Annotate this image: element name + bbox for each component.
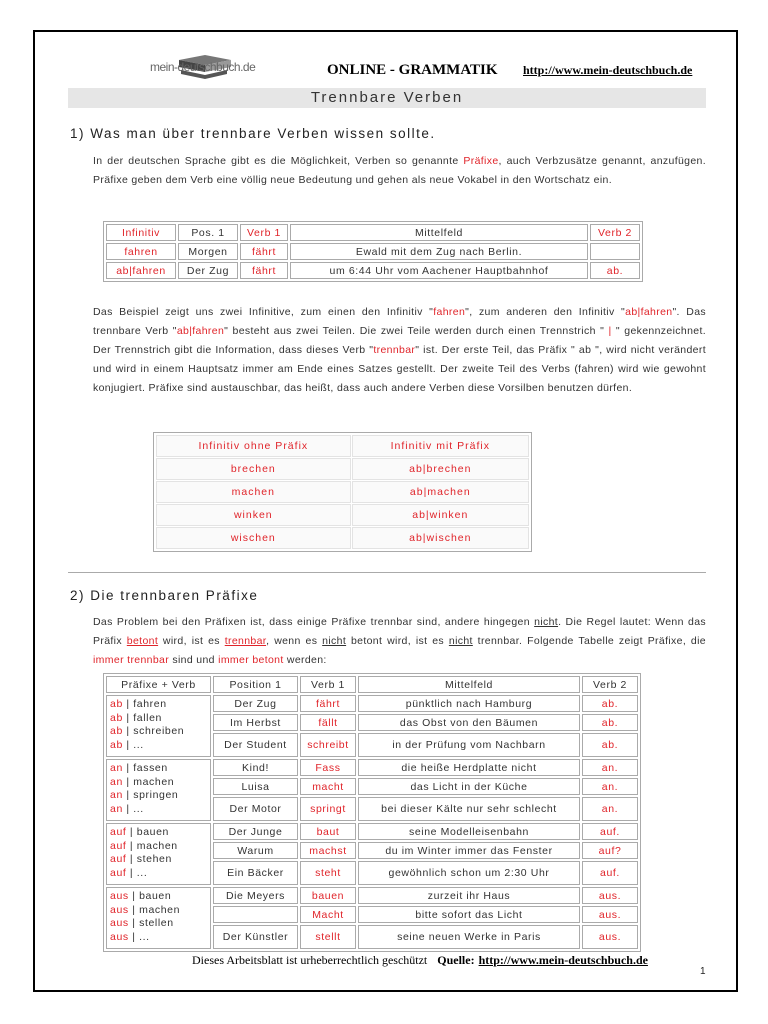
prefix: an (110, 775, 123, 788)
table-cell: die heiße Herdplatte nicht (358, 759, 580, 776)
table-cell: macht (300, 778, 356, 795)
prefix: ab (110, 738, 123, 751)
prefix-cell (106, 823, 211, 885)
table-cell: springt (300, 797, 356, 821)
table-cell: aus. (582, 925, 638, 949)
prefix-verb: aus | stellen (110, 917, 174, 929)
table-cell: steht (300, 861, 356, 885)
table-cell: ab|wischen (353, 528, 528, 548)
table-header-cell: Verb 2 (582, 676, 638, 693)
table-cell: an. (582, 797, 638, 821)
table-header-cell: Verb 1 (240, 224, 288, 241)
table-cell: Der Motor (213, 797, 298, 821)
table-cell: Im Herbst (213, 714, 298, 731)
prefix-verb: ab | schreiben (110, 725, 185, 737)
table-cell: Der Zug (178, 262, 238, 279)
table-cell: in der Prüfung vom Nachbarn (358, 733, 580, 757)
table-cell: um 6:44 Uhr vom Aachener Hauptbahnhof (290, 262, 588, 279)
table-cell: Morgen (178, 243, 238, 260)
prefix-cell (106, 887, 211, 949)
table-header-cell: Mittelfeld (358, 676, 580, 693)
prefix-verb: ab | fahren (110, 698, 167, 710)
table-cell: gewöhnlich schon um 2:30 Uhr (358, 861, 580, 885)
section-1-explanation: Das Beispiel zeigt uns zwei Infinitive, zum einen den Infinitiv "fahren", zum anderen den Infinitiv "ab|fahren". Das trennbare Verb "ab|fahren" besteht aus zwei Teilen. Die zwei Teile werden durch einen Trennstrich " | " gekennzeichnet. Der Trennstrich gibt die Information, dass dieses Verb "trennbar" ist. Der erste Teil, das Präfix " ab ", wird nicht verändert und wird in einem Hauptsatz immer am Ende eines Satzes gestellt. Der zweite Teil des Verbs (fahren) wird wie gewohnt konjugiert. Präfixe sind austauschbar, das heißt, dass auch andere Verben diese Vorsilben benutzen dürfen. (93, 306, 706, 394)
section-1-intro: In der deutschen Sprache gibt es die Möglichkeit, Verben so genannte Präfixe, auch Verbzusätze genannt, anzufügen. Präfixe geben dem Verb eine völlig neue Bedeutung und gehen als neue Vokabel in den Wortschatz ein. (93, 155, 706, 186)
table-cell: auf. (582, 861, 638, 885)
section-2-heading: 2) Die trennbaren Präfixe (70, 588, 259, 603)
prefix: auf (110, 866, 127, 879)
prefix-verb: auf | bauen (110, 826, 169, 838)
table-cell: bitte sofort das Licht (358, 906, 580, 923)
table-cell: ab|machen (353, 482, 528, 502)
table-cell: seine neuen Werke in Paris (358, 925, 580, 949)
table-cell: ab. (590, 262, 640, 279)
verb: stellen (139, 917, 174, 929)
prefix-verb: an | ... (110, 802, 144, 815)
table-cell: Warum (213, 842, 298, 859)
table-header-cell: Verb 2 (590, 224, 640, 241)
table-header-cell: Infinitiv ohne Präfix (157, 436, 350, 456)
verb: fassen (133, 762, 168, 774)
table-cell: aus. (582, 906, 638, 923)
table-cell: ab|brechen (353, 459, 528, 479)
table-row (106, 695, 638, 712)
table-cell: ab. (582, 695, 638, 712)
table-cell: Die Meyers (213, 887, 298, 904)
prefix-cell (106, 695, 211, 757)
table-cell: ab|fahren (106, 262, 176, 279)
verb: ... (133, 738, 144, 751)
prefix: auf (110, 853, 127, 865)
table-cell: wischen (157, 528, 350, 548)
table-cell: bei dieser Kälte nur sehr schlecht (358, 797, 580, 821)
table-cell: baut (300, 823, 356, 840)
table-cell: zurzeit ihr Haus (358, 887, 580, 904)
table-cell (590, 243, 640, 260)
prefix: ab (110, 711, 123, 724)
prefix-verb: an | fassen (110, 762, 168, 774)
divider (68, 572, 706, 573)
prefix: ab (110, 698, 123, 710)
table-cell: pünktlich nach Hamburg (358, 695, 580, 712)
table-cell: auf. (582, 823, 638, 840)
prefix: aus (110, 917, 129, 929)
table-cell: du im Winter immer das Fenster (358, 842, 580, 859)
verb: ... (136, 866, 148, 879)
verb: machen (139, 903, 181, 916)
table-cell: das Obst von den Bäumen (358, 714, 580, 731)
verb: bauen (139, 890, 172, 902)
prefix: aus (110, 930, 129, 943)
table-cell: seine Modelleisenbahn (358, 823, 580, 840)
section-1-heading: 1) Was man über trennbare Verben wissen sollte. (70, 126, 436, 141)
table-cell: Macht (300, 906, 356, 923)
prefix-verb: auf | ... (110, 866, 148, 879)
verb: machen (136, 839, 178, 852)
verb: fallen (133, 711, 162, 724)
table-cell: brechen (157, 459, 350, 479)
table-cell: schreibt (300, 733, 356, 757)
table-cell: Fass (300, 759, 356, 776)
table-cell: fährt (240, 243, 288, 260)
prefix-verb: aus | machen (110, 903, 181, 916)
table-header-cell: Infinitiv mit Präfix (353, 436, 528, 456)
table-cell: Ewald mit dem Zug nach Berlin. (290, 243, 588, 260)
prefix: auf (110, 839, 127, 852)
prefix-verb: aus | bauen (110, 890, 172, 902)
table-header-cell: Mittelfeld (290, 224, 588, 241)
verb: springen (133, 789, 179, 801)
table-row (157, 459, 528, 479)
prefix: aus (110, 903, 129, 916)
table-cell: fährt (240, 262, 288, 279)
site-subtitle: ONLINE - GRAMMATIK (327, 62, 498, 78)
table-cell: stellt (300, 925, 356, 949)
prefix-cell (106, 759, 211, 821)
table-header-cell: Präfixe + Verb (106, 676, 211, 693)
table-header-cell: Verb 1 (300, 676, 356, 693)
prefix: auf (110, 826, 127, 838)
table-header-cell: Infinitiv (106, 224, 176, 241)
table-row (157, 482, 528, 502)
table-cell: das Licht in der Küche (358, 778, 580, 795)
table-row (106, 243, 640, 260)
table-cell (213, 906, 298, 923)
table-cell: Ein Bäcker (213, 861, 298, 885)
prefix-table (103, 673, 641, 952)
prefix-verb: aus | ... (110, 930, 150, 943)
table-row (106, 262, 640, 279)
section-2-intro: Das Problem bei den Präfixen ist, dass einige Präfixe trennbar sind, andere hingegen nicht. Die Regel lautet: Wenn das Präfix betont wird, ist es trennbar, wenn es nicht betont wird, ist es nicht trennbar. Folgende Tabelle zeigt Präfixe, die immer trennbar sind und immer betont werden: (93, 616, 706, 666)
verb: fahren (133, 698, 167, 710)
footer-url-link[interactable]: http://www.mein-deutschbuch.de (478, 953, 648, 967)
table-cell: ab|winken (353, 505, 528, 525)
footer: Dieses Arbeitsblatt ist urheberrechtlich geschützt Quelle: http://www.mein-deutschbuch.de (192, 953, 648, 967)
table-cell: Der Junge (213, 823, 298, 840)
table-header-cell: Pos. 1 (178, 224, 238, 241)
example-table (103, 221, 643, 282)
page-number: 1 (700, 966, 706, 977)
prefix: an (110, 762, 123, 774)
table-header-row (157, 436, 528, 456)
table-cell: fahren (106, 243, 176, 260)
table-cell: Luisa (213, 778, 298, 795)
table-row (157, 528, 528, 548)
table-cell: ab. (582, 714, 638, 731)
prefix: ab (110, 725, 123, 737)
verb: bauen (136, 826, 169, 838)
prefix-verb: auf | machen (110, 839, 178, 852)
table-cell: ab. (582, 733, 638, 757)
table-row (106, 823, 638, 840)
table-cell: machen (157, 482, 350, 502)
table-cell: machst (300, 842, 356, 859)
table-cell: Der Künstler (213, 925, 298, 949)
table-row (106, 887, 638, 904)
prefix-verb: auf | stehen (110, 853, 172, 865)
prefix: aus (110, 890, 129, 902)
verb: ... (133, 802, 144, 815)
verb: machen (133, 775, 175, 788)
prefix-verb: ab | ... (110, 738, 144, 751)
prefix-verb: an | springen (110, 789, 179, 801)
table-header-cell: Position 1 (213, 676, 298, 693)
verb: stehen (136, 853, 172, 865)
infinitive-table (153, 432, 532, 552)
table-row (157, 505, 528, 525)
verb: ... (139, 930, 150, 943)
verb: schreiben (133, 725, 185, 737)
table-cell: Der Zug (213, 695, 298, 712)
table-cell: auf? (582, 842, 638, 859)
table-header-row (106, 676, 638, 693)
table-header-row (106, 224, 640, 241)
table-cell: fährt (300, 695, 356, 712)
prefix: an (110, 789, 123, 801)
table-cell: an. (582, 759, 638, 776)
page-title: Trennbare Verben (68, 88, 706, 108)
prefix-verb: ab | fallen (110, 711, 162, 724)
table-cell: bauen (300, 887, 356, 904)
table-cell: Der Student (213, 733, 298, 757)
logo-text[interactable]: mein-deutschbuch.de (150, 60, 256, 74)
site-url-link[interactable]: http://www.mein-deutschbuch.de (523, 63, 693, 77)
table-cell: aus. (582, 887, 638, 904)
table-cell: Kind! (213, 759, 298, 776)
table-cell: winken (157, 505, 350, 525)
prefix-verb: an | machen (110, 775, 175, 788)
prefix: an (110, 802, 123, 815)
table-cell: an. (582, 778, 638, 795)
table-row (106, 759, 638, 776)
table-cell: fällt (300, 714, 356, 731)
header (95, 50, 695, 86)
